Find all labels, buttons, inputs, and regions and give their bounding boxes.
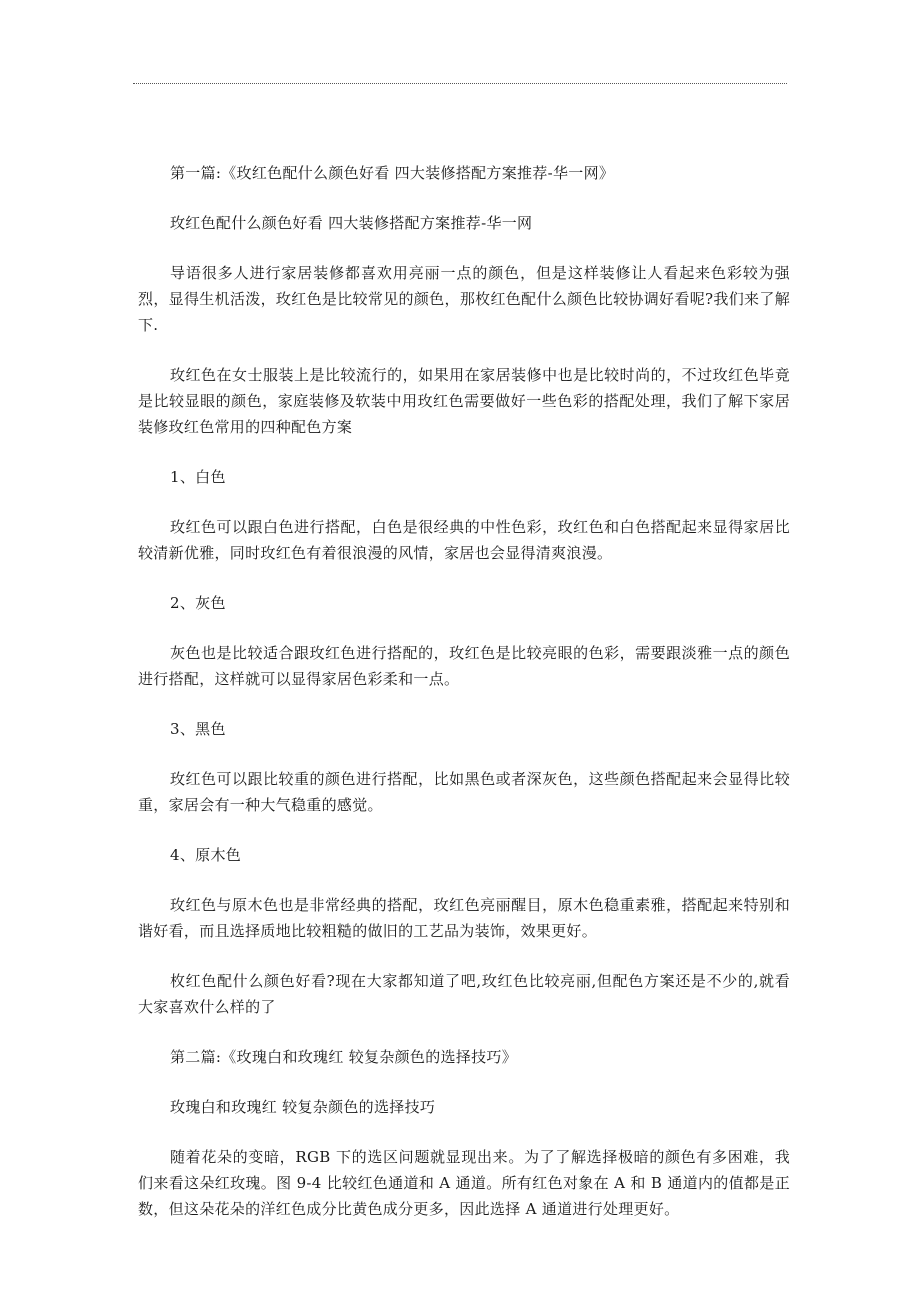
body-paragraph: 玫红色与原木色也是非常经典的搭配，玫红色亮丽醒目，原木色稳重素雅，搭配起来特别和谐好看，而且选择质地比较粗糙的做旧的工艺品为装饰，效果更好。 — [138, 896, 790, 940]
header-divider — [133, 83, 787, 84]
section-heading-wood: 4、原木色 — [170, 846, 242, 864]
section-heading-white: 1、白色 — [170, 468, 226, 486]
body-paragraph: 玫红色在女士服装上是比较流行的，如果用在家居装修中也是比较时尚的，不过玫红色毕竟是比较显眼的颜色，家庭装修及软装中用玫红色需要做好一些色彩的搭配处理，我们了解下家居装修玫红色常用的四种配色方案 — [138, 366, 790, 436]
conclusion-paragraph: 枚红色配什么颜色好看?现在大家都知道了吧,玫红色比较亮丽,但配色方案还是不少的,就看大家喜欢什么样的了 — [138, 972, 790, 1016]
article-2-subtitle: 玫瑰白和玫瑰红 较复杂颜色的选择技巧 — [170, 1098, 436, 1116]
article-1-subtitle: 玫红色配什么颜色好看 四大装修搭配方案推荐-华一网 — [170, 214, 533, 232]
article-1-title: 第一篇:《玫红色配什么颜色好看 四大装修搭配方案推荐-华一网》 — [170, 164, 615, 182]
section-heading-black: 3、黑色 — [170, 720, 226, 738]
document-body — [138, 160, 790, 1246]
intro-paragraph: 导语很多人进行家居装修都喜欢用亮丽一点的颜色，但是这样装修让人看起来色彩较为强烈，显得生机活泼，玫红色是比较常见的颜色，那枚红色配什么颜色比较协调好看呢?我们来了解下. — [138, 264, 790, 334]
body-paragraph: 玫红色可以跟白色进行搭配，白色是很经典的中性色彩，玫红色和白色搭配起来显得家居比较清新优雅，同时玫红色有着很浪漫的风情，家居也会显得清爽浪漫。 — [138, 518, 790, 562]
body-paragraph: 灰色也是比较适合跟玫红色进行搭配的，玫红色是比较亮眼的色彩，需要跟淡雅一点的颜色进行搭配，这样就可以显得家居色彩柔和一点。 — [138, 644, 790, 688]
article-2-title: 第二篇:《玫瑰白和玫瑰红 较复杂颜色的选择技巧》 — [170, 1048, 518, 1066]
body-paragraph: 玫红色可以跟比较重的颜色进行搭配，比如黑色或者深灰色，这些颜色搭配起来会显得比较重，家居会有一种大气稳重的感觉。 — [138, 770, 790, 814]
section-heading-gray: 2、灰色 — [170, 594, 226, 612]
body-paragraph: 随着花朵的变暗，RGB 下的选区问题就显现出来。为了了解选择极暗的颜色有多困难，我们来看这朵红玫瑰。图 9-4 比较红色通道和 A 通道。所有红色对象在 A 和 B 通道内的值都是正数，但这朵花朵的洋红色成分比黄色成分更多，因此选择 A 通道进行处理更好。 — [138, 1148, 790, 1218]
